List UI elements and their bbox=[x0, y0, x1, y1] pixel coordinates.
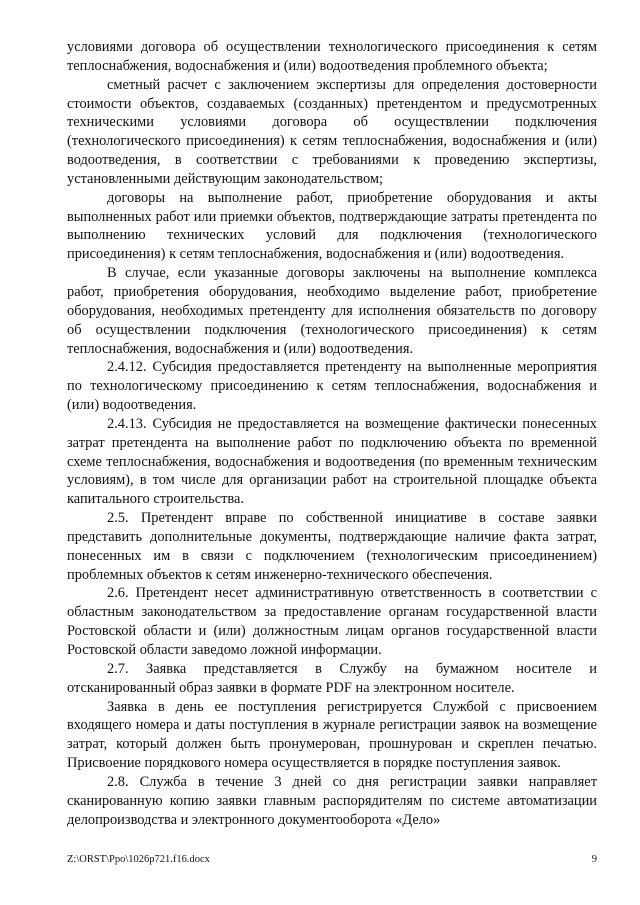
paragraph: 2.4.13. Субсидия не предоставляется на возмещение фактически понесенных затрат претендента на выполнение работ по подключению объекта по временной схеме теплоснабжения, водоснабжения и водоотведения (по временным техническим условиям), в том числе для организации работ на строительной площадке объекта капитального строительства. bbox=[67, 415, 597, 508]
paragraph: сметный расчет с заключением экспертизы для определения достоверности стоимости объектов, создаваемых (созданных) претендентом и предусмотренных техническими условиями договора об осуществлении подключения (технологического присоединения) к сетям теплоснабжения, водоснабжения и (или) водоотведения, в соответствии с требованиями к проведению экспертизы, установленными действующим законодательством; bbox=[67, 76, 597, 187]
paragraph: Заявка в день ее поступления регистрируется Службой с присвоением входящего номера и даты поступления в журнале регистрации заявок на возмещение затрат, который должен быть пронумерован, прошнурован и скреплен печатью. Присвоение порядкового номера осуществляется в порядке поступления заявок. bbox=[67, 698, 597, 772]
paragraph: договоры на выполнение работ, приобретение оборудования и акты выполненных работ или приемки объектов, подтверждающие затраты претендента по выполнению технических условий для подключения (технологического присоединения) к сетям теплоснабжения, водоснабжения и (или) водоотведения. bbox=[67, 189, 597, 263]
paragraph: 2.6. Претендент несет административную ответственность в соответствии с областным законодательством за предоставление органам государственной власти Ростовской области и (или) должностным лицам органов государственной власти Ростовской области заведомо ложной информации. bbox=[67, 585, 597, 658]
paragraph: 2.4.12. Субсидия предоставляется претенденту на выполненные мероприятия по технологическому присоединению к сетям теплоснабжения, водоснабжения и (или) водоотведения. bbox=[67, 359, 597, 414]
paragraph: условиями договора об осуществлении технологического присоединения к сетям теплоснабжения, водоснабжения и (или) водоотведения проблемного объекта; bbox=[67, 39, 597, 74]
footer-file-path: Z:\ORST\Ppo\1026p721.f16.docx bbox=[67, 854, 210, 865]
page-footer bbox=[67, 854, 597, 865]
paragraph: 2.8. Служба в течение 3 дней со дня регистрации заявки направляет сканированную копию заявки главным распорядителям по системе автоматизации делопроизводства и электронного документооборота «Дело» bbox=[67, 773, 597, 828]
paragraph: В случае, если указанные договоры заключены на выполнение комплекса работ, приобретения оборудования, необходимо выделение работ, приобретение оборудования, необходимых претенденту для исполнения обязательств по договору об осуществлении подключения (технологического присоединения) к сетям теплоснабжения, водоснабжения и (или) водоотведения. bbox=[67, 265, 597, 357]
paragraph: 2.5. Претендент вправе по собственной инициативе в составе заявки представить дополнительные документы, подтверждающие наличие факта затрат, понесенных им в связи с подключением (технологическим присоединением) проблемных объектов к сетям инженерно-технического обеспечения. bbox=[67, 510, 597, 583]
page-number: 9 bbox=[591, 854, 597, 865]
document-body bbox=[67, 38, 597, 829]
paragraph: 2.7. Заявка представляется в Службу на бумажном носителе и отсканированный образ заявки в формате PDF на электронном носителе. bbox=[67, 660, 597, 696]
